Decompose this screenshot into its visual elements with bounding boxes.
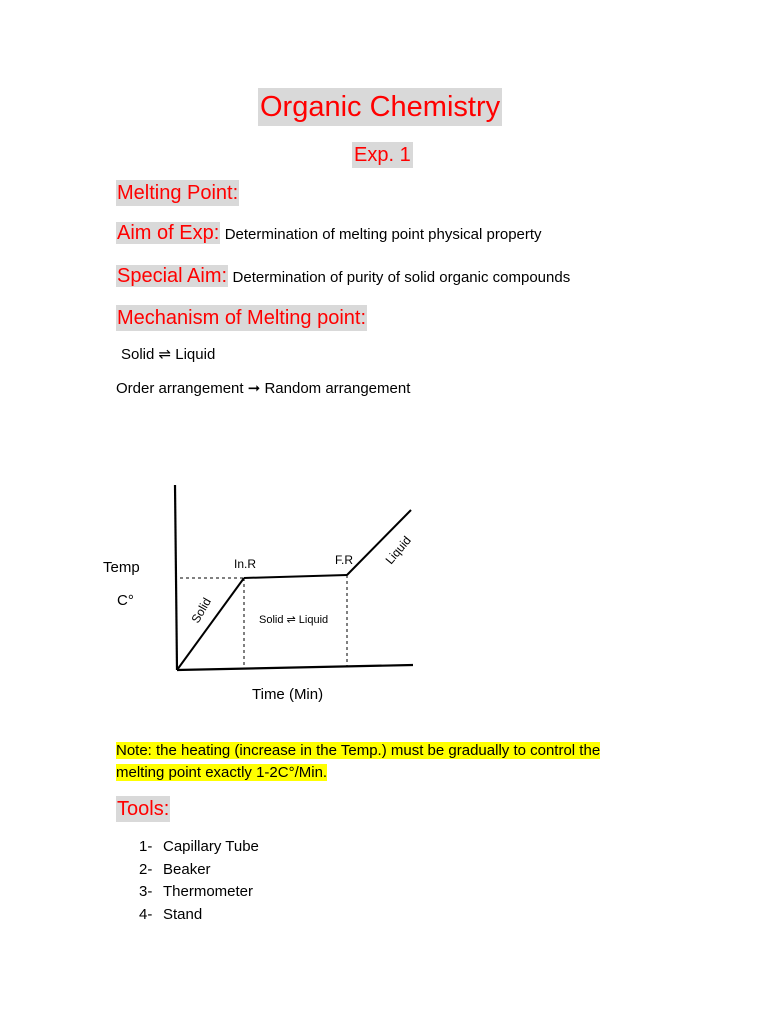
mechanism-arrangement: Order arrangement ➞ Random arrangement: [116, 380, 411, 397]
final-point-label: F.R: [335, 553, 353, 567]
experiment-number: Exp. 1: [354, 144, 411, 166]
x-axis-label: Time (Min): [252, 686, 324, 703]
tools-heading: Tools:: [117, 798, 170, 820]
y-axis: [175, 485, 177, 670]
plateau-segment-label: Solid ⇌ Liquid: [259, 614, 329, 626]
special-aim-text: Determination of purity of solid organic compounds: [232, 269, 571, 286]
list-item: 1- Capillary Tube: [139, 838, 259, 855]
mechanism-heading: Mechanism of Melting point:: [117, 307, 367, 329]
aim-heading: Aim of Exp:: [117, 222, 220, 244]
tools-list: [139, 836, 259, 926]
y-axis-label: Temp: [103, 559, 140, 576]
solid-segment-label: Solid: [188, 595, 214, 626]
mechanism-equilibrium: Solid ⇌ Liquid: [121, 346, 216, 363]
y-axis-unit: C°: [117, 592, 134, 609]
liquid-segment-label: Liquid: [382, 533, 414, 567]
initial-point-label: In.R: [234, 557, 257, 571]
curve-plateau-segment: [244, 575, 347, 578]
melting-point-heading: Melting Point:: [117, 182, 239, 204]
list-item: 2- Beaker: [139, 860, 211, 878]
list-item: 3- Thermometer: [139, 883, 254, 900]
heating-note-text: Note: the heating (increase in the Temp.) must be gradually to control the melting point exactly 1-2C°/Min.: [116, 742, 601, 781]
list-item: 4- Stand: [139, 905, 203, 923]
aim-text: Determination of melting point physical property: [224, 226, 542, 243]
special-aim-heading: Special Aim:: [117, 265, 228, 287]
page-title: Organic Chemistry: [258, 88, 502, 126]
heating-note: [116, 740, 636, 784]
x-axis: [177, 665, 413, 670]
curve-solid-segment: [177, 578, 244, 670]
